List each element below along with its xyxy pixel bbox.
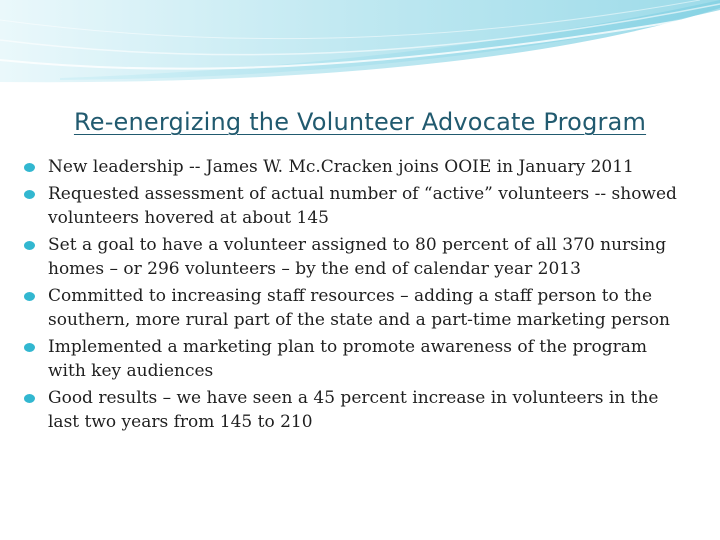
bullet-item (20, 155, 686, 180)
slide-title-text: Re-energizing the Volunteer Advocate Program (73, 108, 647, 136)
header-wave-decoration (0, 0, 720, 90)
bullet-item (20, 335, 686, 384)
bullet-text: Set a goal to have a volunteer assigned to 80 percent of all 370 nursing homes – or 296 volunteers – by the end of calendar year 2013 (48, 234, 667, 279)
bullet-list (20, 155, 686, 437)
bullet-dot-icon (24, 163, 35, 172)
bullet-dot-icon (24, 343, 35, 352)
bullet-text: Good results – we have seen a 45 percent increase in volunteers in the last two years from 145 to 210 (48, 387, 659, 432)
bullet-dot-icon (24, 292, 35, 301)
bullet-item (20, 233, 686, 282)
bullet-text: Requested assessment of actual number of “active” volunteers -- showed volunteers hovered at about 145 (48, 183, 677, 228)
slide-title (0, 108, 720, 136)
bullet-item (20, 386, 686, 435)
bullet-dot-icon (24, 190, 35, 199)
bullet-dot-icon (24, 241, 35, 250)
bullet-text: Committed to increasing staff resources – adding a staff person to the southern, more rural part of the state and a part-time marketing person (48, 285, 671, 330)
bullet-text: Implemented a marketing plan to promote awareness of the program with key audiences (48, 336, 648, 381)
bullet-item (20, 182, 686, 231)
bullet-dot-icon (24, 394, 35, 403)
bullet-text: New leadership -- James W. Mc.Cracken joins OOIE in January 2011 (48, 157, 634, 177)
bullet-item (20, 284, 686, 333)
